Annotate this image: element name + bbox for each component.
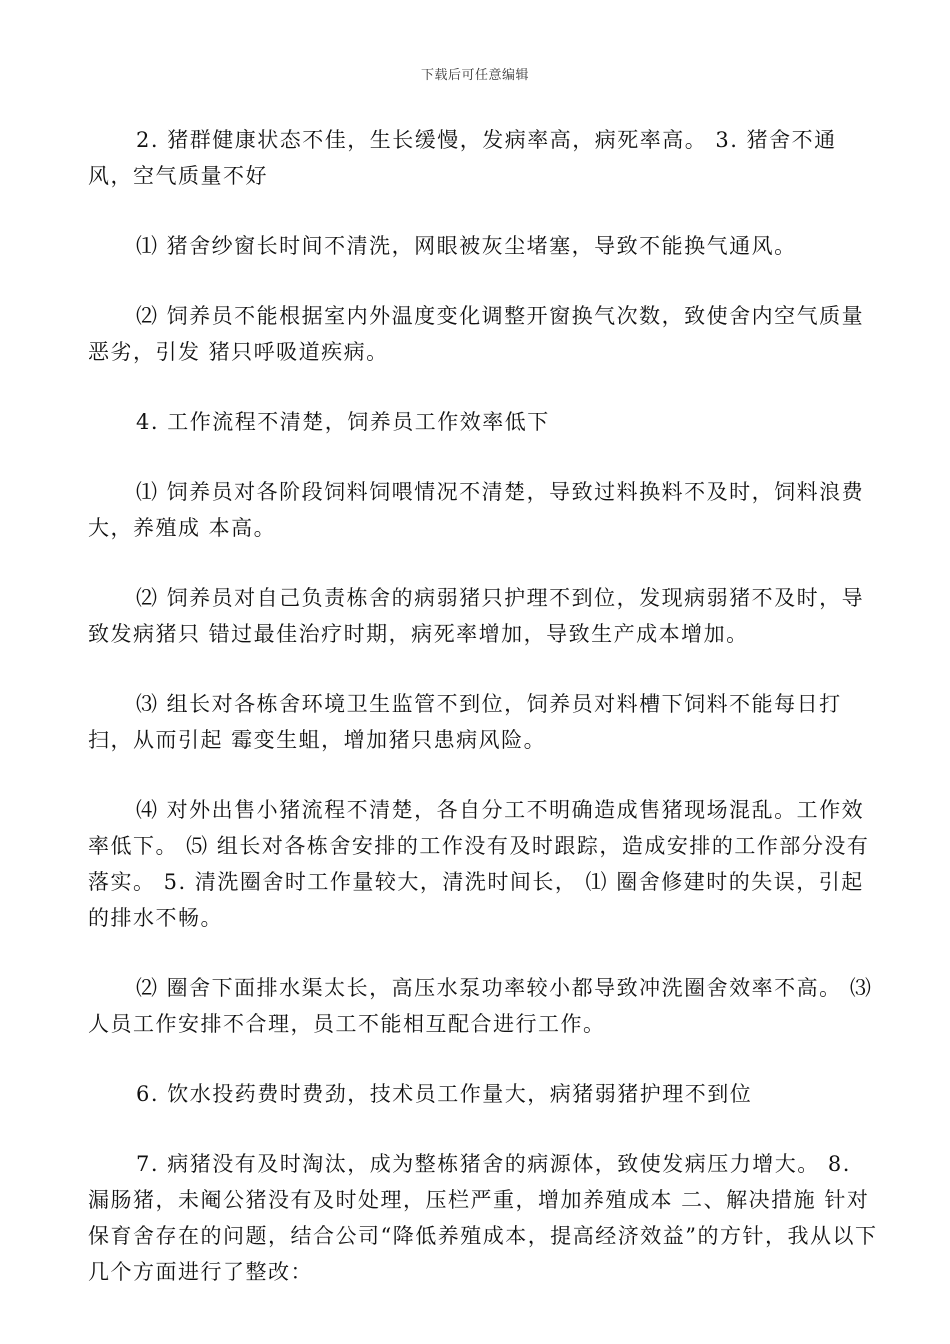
paragraph-workflow-heading: 4. 工作流程不清楚，饲养员工作效率低下 (136, 410, 550, 434)
paragraph-piglet-sales: ⑷ 对外出售小猪流程不清楚，各自分工不明确造成售猪现场混乱。工作效率低下。 ⑸ 组长对各栋舍安排的工作没有及时跟踪，造成安排的工作部分没有落实。 5. 清洗圈舍时工作量较大，清洗时间长， ⑴ 圈舍修建时的失误，引起的排水不畅。 (88, 798, 870, 930)
paragraph-window-screens: ⑴ 猪舍纱窗长时间不清洗，网眼被灰尘堵塞，导致不能换气通风。 (136, 234, 797, 258)
paragraph-medication: 6. 饮水投药费时费劲，技术员工作量大，病猪弱猪护理不到位 (136, 1082, 753, 1106)
paragraph-feed-waste: ⑴ 饲养员对各阶段饲料饲喂情况不清楚，导致过料换料不及时，饲料浪费大，养殖成 本高。 (88, 480, 865, 540)
paragraph-air-quality: ⑵ 饲养员不能根据室内外温度变化调整开窗换气次数，致使舍内空气质量恶劣，引发 猪只呼吸道疾病。 (88, 304, 865, 364)
paragraph-culling-and-measures: 7. 病猪没有及时淘汰，成为整栋猪舍的病源体，致使发病压力增大。 8. 漏肠猪，未阉公猪没有及时处理，压栏严重，增加养殖成本 二、解决措施 针对保育舍存在的问题，结合公司“降低养殖成本，提高经济效益”的方针，我从以下几个方面进行了整改： (88, 1152, 878, 1284)
paragraph-drainage: ⑵ 圈舍下面排水渠太长，高压水泵功率较小都导致冲洗圈舍效率不高。 ⑶ 人员工作安排不合理，员工不能相互配合进行工作。 (88, 976, 873, 1036)
paragraph-health-and-ventilation: 2. 猪群健康状态不佳，生长缓慢，发病率高，病死率高。 3. 猪舍不通风，空气质量不好 (88, 128, 837, 188)
paragraph-hygiene: ⑶ 组长对各栋舍环境卫生监管不到位，饲养员对料槽下饲料不能每日打扫，从而引起 霉变生蛆，增加猪只患病风险。 (88, 692, 842, 752)
paragraph-sick-pig-care: ⑵ 饲养员对自己负责栋舍的病弱猪只护理不到位，发现病弱猪不及时，导致发病猪只 错过最佳治疗时期，病死率增加，导致生产成本增加。 (88, 586, 865, 646)
page-header: 下载后可任意编辑 (420, 68, 529, 83)
document-body (88, 122, 878, 1324)
